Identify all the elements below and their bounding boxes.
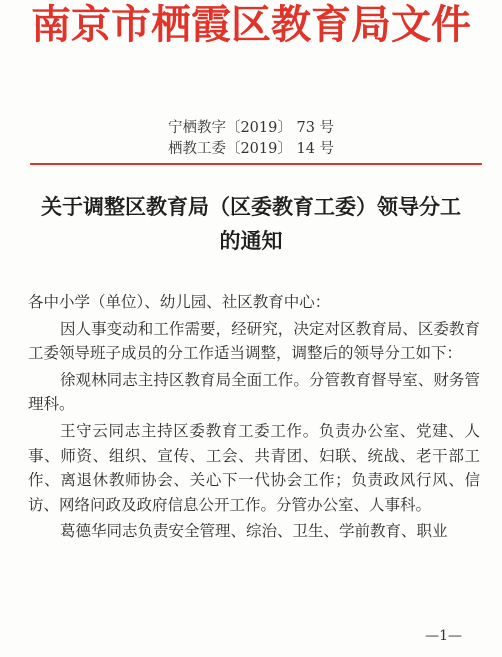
- paragraph-wang-shouyun: 王守云同志主持区委教育工委工作。负责办公室、党建、人事、师资、组织、宣传、工会、共青团、妇联、统战、老干部工作、离退休教师协会、关心下一代协会工作；负责政风行风、信访、网络问政及政府信息公开工作。分管办公室、人事科。: [28, 421, 480, 514]
- paragraph-xu-guanlin: 徐观林同志主持区教育局全面工作。分管教育督导室、财务管理科。: [28, 370, 480, 414]
- doc-number-education-committee: 栖教工委〔2019〕 14 号: [167, 141, 335, 157]
- title-line-1: 关于调整区教育局（区委教育工委）领导分工: [41, 194, 461, 219]
- document-masthead: 南京市栖霞区教育局文件: [31, 1, 471, 48]
- paragraph-reason: 因人事变动和工作需要，经研究，决定对区教育局、区委教育工委领导班子成员的分工作适当调整，调整后的领导分工如下：: [28, 319, 480, 363]
- paragraph-ge-dehua: 葛德华同志负责安全管理、综治、卫生、学前教育、职业: [60, 522, 448, 541]
- title-line-2: 的通知: [219, 228, 283, 253]
- document-title: [0, 190, 502, 258]
- document-body: [28, 290, 480, 544]
- doc-number-education-bureau: 宁栖教字〔2019〕 73 号: [167, 120, 335, 136]
- salutation: 各中小学（单位）、幼儿园、社区教育中心：: [28, 293, 331, 311]
- page-number: —1—: [425, 628, 462, 644]
- document-numbers: [0, 118, 502, 160]
- red-separator-line: [30, 163, 482, 165]
